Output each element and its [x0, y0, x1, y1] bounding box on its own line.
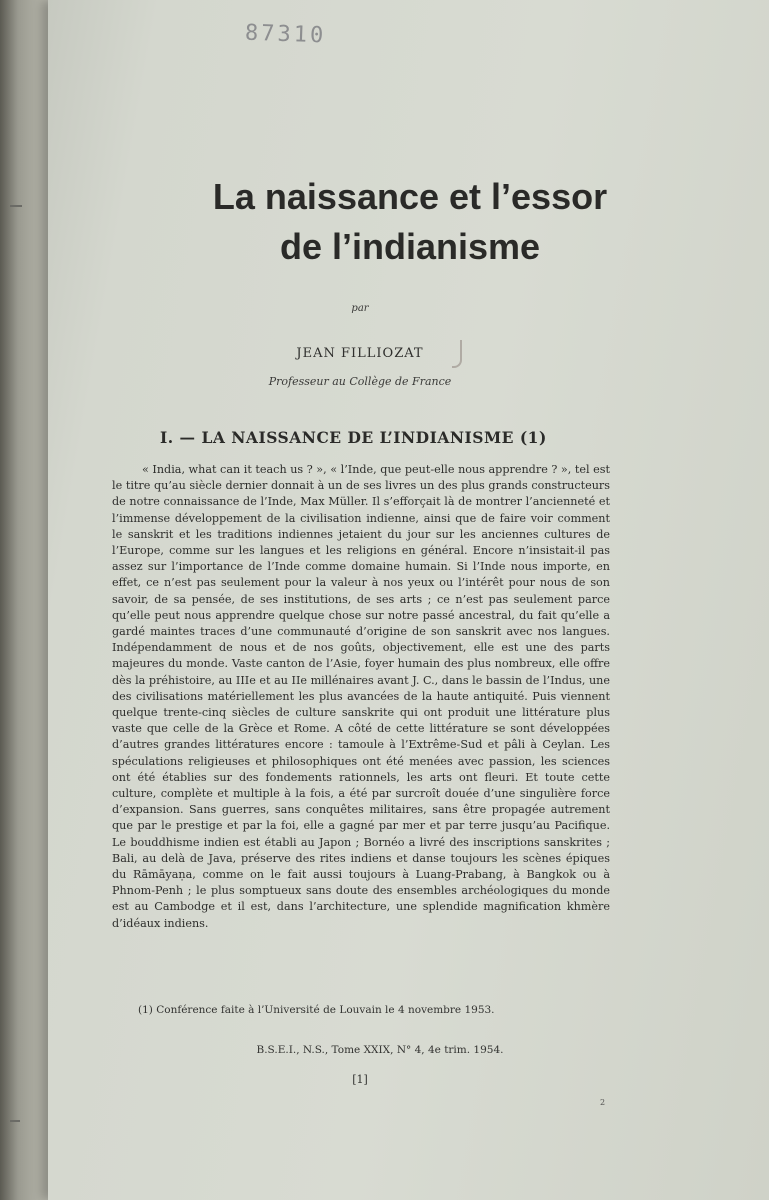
title-line-2: de l’indianisme: [279, 226, 541, 267]
body-text: [112, 462, 610, 932]
pencil-bracket-mark: [452, 340, 462, 368]
margin-tick-mark: [10, 205, 22, 207]
section-heading: I. — LA NAISSANCE DE L’INDIANISME (1): [160, 428, 547, 447]
footnote: (1) Conférence faite à l’Université de Louvain le 4 novembre 1953.: [138, 1004, 495, 1016]
page-number: [1]: [352, 1073, 368, 1086]
journal-reference: B.S.E.I., N.S., Tome XXIX, N° 4, 4e trim. 1954.: [256, 1044, 504, 1056]
article-title: [110, 172, 710, 272]
byline-par: par: [351, 303, 369, 314]
title-line-1: La naissance et l’essor: [212, 176, 608, 217]
author-affiliation: Professeur au Collège de France: [268, 375, 452, 388]
handwritten-archive-number: 87310: [244, 20, 327, 49]
folio-mark: 2: [600, 1098, 606, 1107]
author-name: JEAN FILLIOZAT: [296, 346, 424, 361]
body-paragraph: « India, what can it teach us ? », « l’Inde, que peut-elle nous apprendre ? », tel est le titre qu’au siècle dernier donnait à un de ses livres un des plus grands constructeurs de notre connaissance de l’Inde, Max Müller. Il s’efforçait là de montrer l’ancienneté et l’immense développement de la civilisation indienne, ainsi que de faire voir comment le sanskrit et les traditions indiennes jetaient du jour sur les anciennes cultures de l’Europe, comme sur les langues et les religions en général. Encore n’insistait-il pas assez sur l’importance de l’Inde comme domaine humain. Si l’Inde nous importe, en effet, ce n’est pas seulement pour la valeur à nos yeux ou l’intérêt pour nous de son savoir, de sa pensée, de ses institutions, de ses arts ; ce n’est pas seulement parce qu’elle peut nous apprendre quelque chose sur notre passé ancestral, du fait qu’elle a gardé maintes traces d’une communauté d’origine de son sanskrit avec nos langues. Indépendamment de nous et de nos goûts, objectivement, elle est une des parts majeures du monde. Vaste canton de l’Asie, foyer humain des plus nombreux, elle offre dès la préhistoire, au IIIe et au IIe millénaires avant J. C., dans le bassin de l’Indus, une des civilisations matériellement les plus avancées de la haute antiquité. Puis viennent quelque trente-cinq siècles de culture sanskrite qui ont produit une littérature plus vaste que celle de la Grèce et Rome. A côté de cette littérature se sont développées d’autres grandes littératures encore : tamoule à l’Extrême-Sud et pâli à Ceylan. Les spéculations religieuses et philosophiques ont été menées avec passion, les sciences ont été établies sur des fondements rationnels, les arts ont fleuri. Et toute cette culture, complète et multiple à la fois, a été par surcroît douée d’une singulière force d’expansion. Sans guerres, sans conquêtes militaires, sans être propagée autrement que par le prestige et par la foi, elle a gagné par mer et par terre jusqu’au Pacifique. Le bouddhisme indien est établi au Japon ; Bornéo a livré des inscriptions sanskrites ; Bali, au delà de Java, préserve des rites indiens et danse toujours les scènes épiques du Rāmāyaṇa, comme on le fait aussi toujours à Luang-Prabang, à Bangkok ou à Phnom-Penh ; le plus somptueux sans doute des ensembles archéologiques du monde est au Cambodge et il est, dans l’architecture, une splendide magnification khmère d’idéaux indiens.: [112, 463, 610, 930]
margin-tick-mark: [10, 1120, 20, 1122]
